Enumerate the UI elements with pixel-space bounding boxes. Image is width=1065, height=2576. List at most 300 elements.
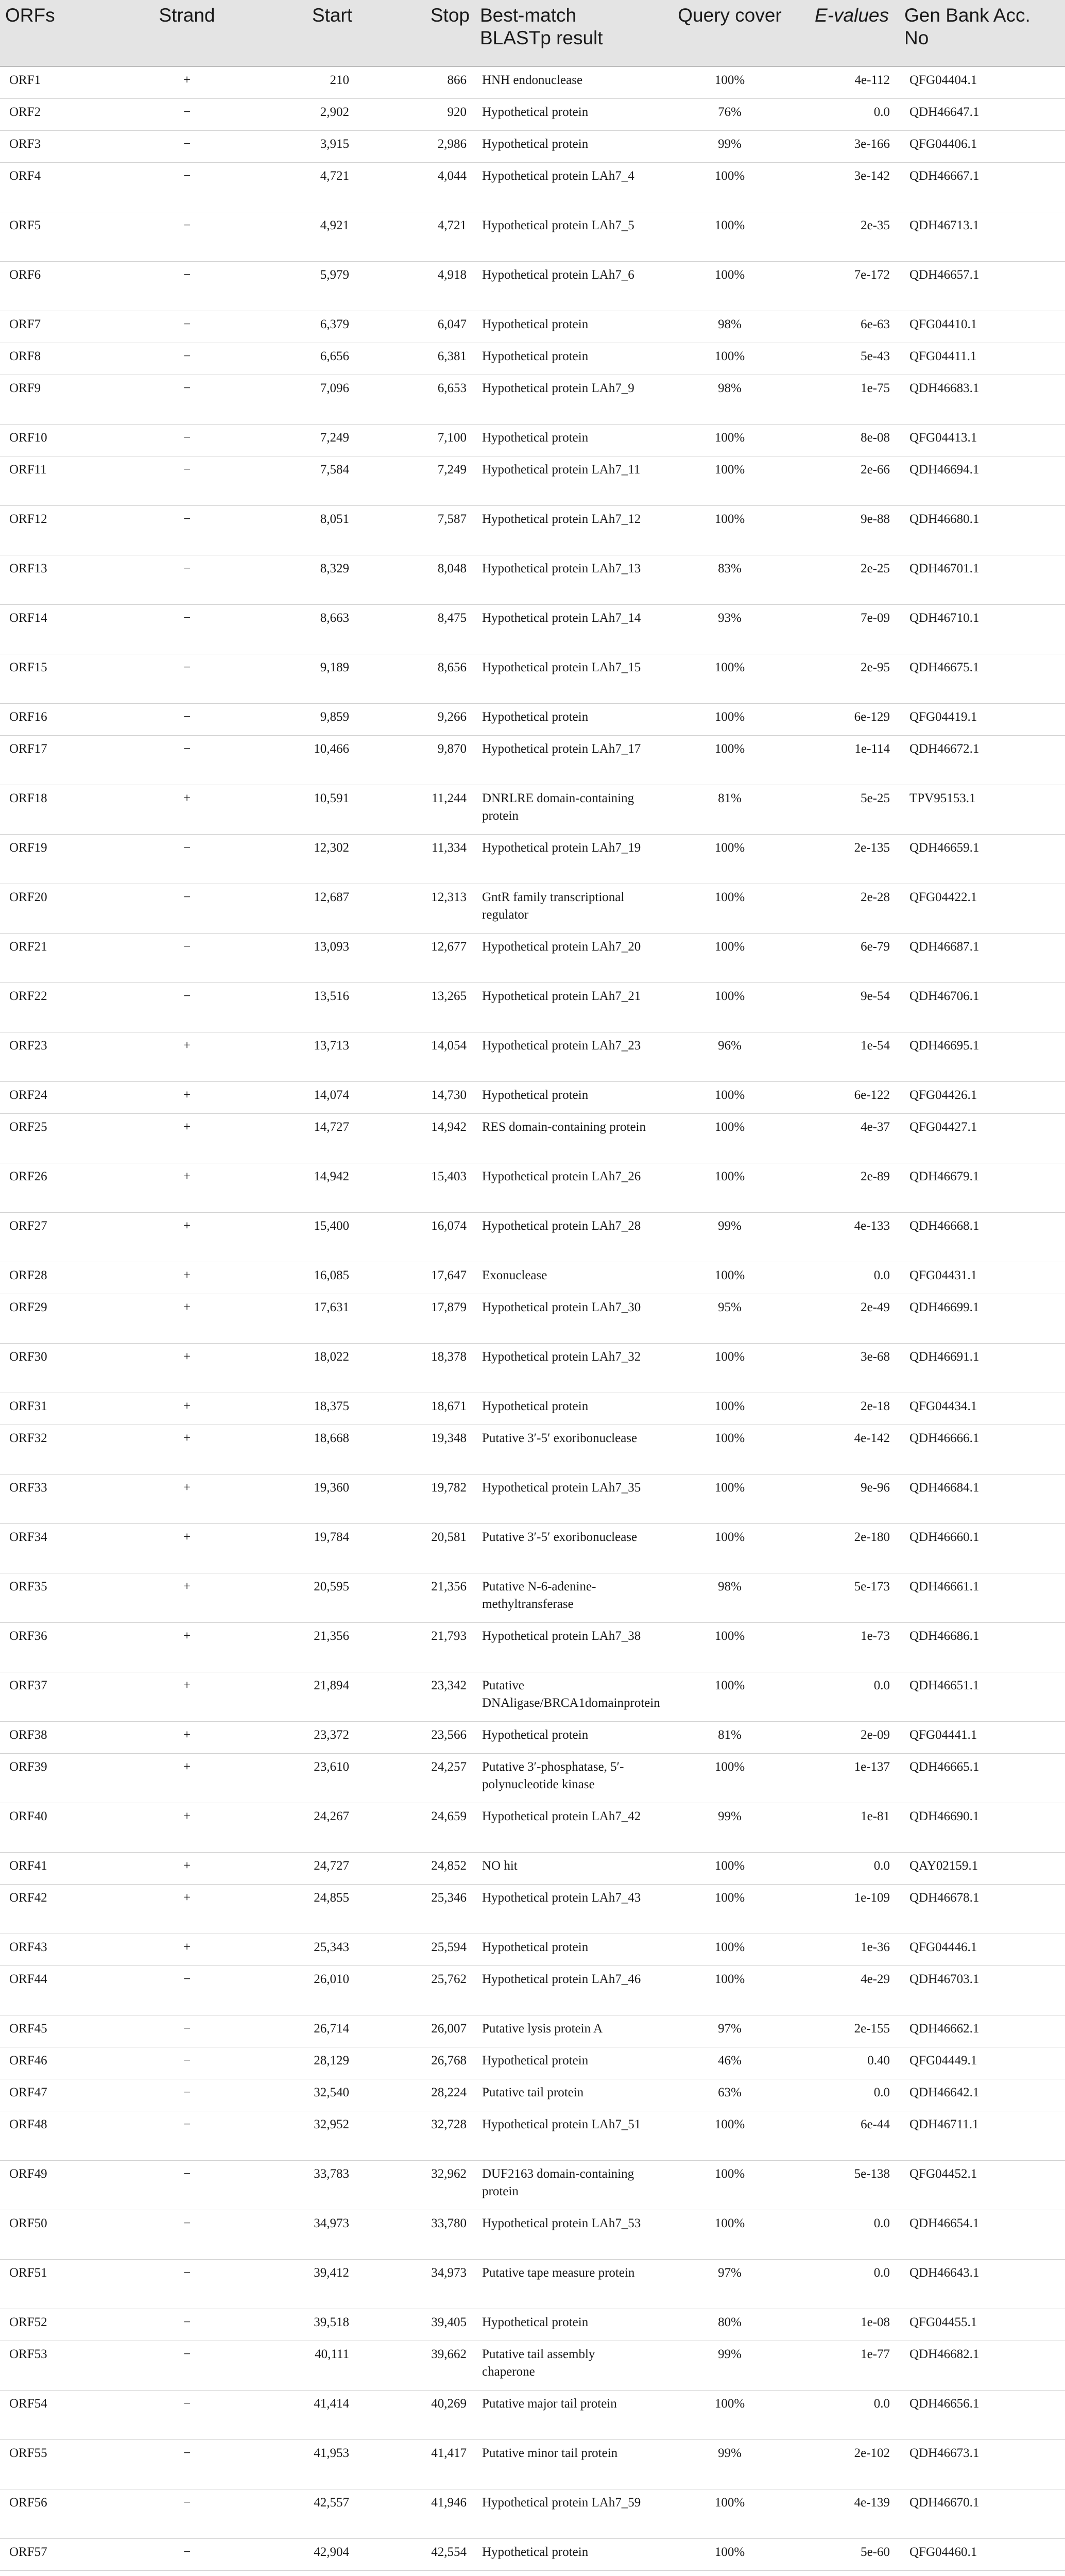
cell-e-value: 1e-73	[804, 1622, 899, 1672]
cell-start: 8,329	[239, 555, 357, 604]
cell-strand: −	[135, 834, 239, 884]
cell-orf: ORF6	[0, 261, 135, 311]
cell-start: 9,189	[239, 654, 357, 703]
cell-blast-result: Hypothetical protein	[475, 98, 655, 130]
cell-e-value: 4e-133	[804, 1212, 899, 1262]
cell-blast-result: Hypothetical protein LAh7_42	[475, 1803, 655, 1852]
cell-blast-result: DNRLRE domain-containing protein	[475, 785, 655, 834]
cell-genbank-acc: QFG04419.1	[899, 703, 1065, 735]
cell-genbank-acc: QDH46684.1	[899, 1474, 1065, 1523]
cell-genbank-acc: QDH46661.1	[899, 1573, 1065, 1622]
cell-strand: −	[135, 375, 239, 424]
table-row	[0, 1343, 1065, 1393]
cell-query-cover: 100%	[655, 2210, 804, 2259]
cell-stop: 24,659	[357, 1803, 475, 1852]
cell-stop: 4,918	[357, 261, 475, 311]
cell-blast-result: Hypothetical protein	[475, 130, 655, 162]
cell-genbank-acc: QFG04452.1	[899, 2160, 1065, 2210]
cell-genbank-acc: QDH46651.1	[899, 1672, 1065, 1721]
cell-orf: ORF52	[0, 2309, 135, 2341]
table-row	[0, 66, 1065, 98]
cell-query-cover: 63%	[655, 2079, 804, 2111]
cell-blast-result: Putative 3′-phosphatase, 5′-polynucleotide kinase	[475, 1753, 655, 1803]
table-row	[0, 933, 1065, 982]
cell-query-cover: 99%	[655, 1212, 804, 1262]
cell-blast-result: Hypothetical protein	[475, 1393, 655, 1425]
cell-orf: ORF28	[0, 1262, 135, 1294]
cell-stop: 18,378	[357, 1343, 475, 1393]
cell-e-value: 2e-18	[804, 1393, 899, 1425]
cell-strand	[135, 2570, 239, 2576]
cell-strand: +	[135, 66, 239, 98]
cell-strand: −	[135, 2047, 239, 2079]
cell-start: 26,714	[239, 2015, 357, 2047]
cell-query-cover: 98%	[655, 1573, 804, 1622]
cell-stop: 13,265	[357, 982, 475, 1032]
cell-strand: −	[135, 2015, 239, 2047]
cell-start: 10,591	[239, 785, 357, 834]
cell-start: 40,111	[239, 2341, 357, 2390]
cell-start: 34,973	[239, 2210, 357, 2259]
cell-genbank-acc: QDH46662.1	[899, 2015, 1065, 2047]
cell-orf: ORF37	[0, 1672, 135, 1721]
cell-orf: ORF14	[0, 604, 135, 654]
cell-e-value: 1e-36	[804, 1934, 899, 1965]
cell-stop: 21,356	[357, 1573, 475, 1622]
cell-e-value: 1e-114	[804, 735, 899, 785]
cell-e-value: 2e-180	[804, 1523, 899, 1573]
cell-e-value: 2e-89	[804, 1163, 899, 1212]
cell-e-value: 3e-166	[804, 130, 899, 162]
cell-orf: ORF57	[0, 2538, 135, 2570]
cell-strand: +	[135, 1262, 239, 1294]
cell-blast-result: Hypothetical protein LAh7_17	[475, 735, 655, 785]
cell-genbank-acc: QDH46678.1	[899, 1884, 1065, 1934]
cell-stop: 25,762	[357, 1965, 475, 2015]
cell-orf: ORF8	[0, 343, 135, 375]
cell-e-value: 2e-155	[804, 2015, 899, 2047]
cell-orf: ORF43	[0, 1934, 135, 1965]
cell-start: 21,894	[239, 1672, 357, 1721]
table-row	[0, 1884, 1065, 1934]
cell-e-value: 3e-142	[804, 162, 899, 212]
cell-orf: ORF9	[0, 375, 135, 424]
cell-stop: 920	[357, 98, 475, 130]
cell-query-cover: 76%	[655, 98, 804, 130]
cell-e-value: 6e-122	[804, 1081, 899, 1113]
cell-e-value: 6e-79	[804, 933, 899, 982]
cell-genbank-acc: QFG04426.1	[899, 1081, 1065, 1113]
table-row	[0, 2079, 1065, 2111]
cell-start: 2,902	[239, 98, 357, 130]
cell-strand: −	[135, 505, 239, 555]
cell-strand: +	[135, 1884, 239, 1934]
cell-orf: ORF22	[0, 982, 135, 1032]
cell-orf: ORF35	[0, 1573, 135, 1622]
cell-blast-result: Hypothetical protein	[475, 1934, 655, 1965]
cell-e-value: 5e-138	[804, 2160, 899, 2210]
cell-strand: −	[135, 424, 239, 456]
cell-start: 10,466	[239, 735, 357, 785]
cell-query-cover: 100%	[655, 2160, 804, 2210]
cell-stop: 26,007	[357, 2015, 475, 2047]
cell-start: 19,784	[239, 1523, 357, 1573]
cell-genbank-acc: QDH46667.1	[899, 162, 1065, 212]
cell-e-value: 0.0	[804, 1672, 899, 1721]
cell-strand: +	[135, 1753, 239, 1803]
table-row	[0, 375, 1065, 424]
cell-query-cover: 100%	[655, 1753, 804, 1803]
cell-stop: 14,730	[357, 1081, 475, 1113]
cell-genbank-acc: QDH46670.1	[899, 2489, 1065, 2538]
cell-genbank-acc: QFG04410.1	[899, 311, 1065, 343]
cell-e-value: 5e-25	[804, 785, 899, 834]
cell-strand: +	[135, 1393, 239, 1425]
cell-query-cover: 97%	[655, 2259, 804, 2309]
table-row	[0, 654, 1065, 703]
cell-genbank-acc: QDH46673.1	[899, 2439, 1065, 2489]
cell-strand: −	[135, 2390, 239, 2439]
cell-e-value: 2e-09	[804, 1721, 899, 1753]
cell-query-cover: 100%	[655, 1163, 804, 1212]
cell-start: 13,516	[239, 982, 357, 1032]
cell-blast-result: RES domain-containing protein	[475, 1113, 655, 1163]
cell-orf: ORF26	[0, 1163, 135, 1212]
cell-query-cover: 100%	[655, 2390, 804, 2439]
cell-blast-result: Putative minor tail protein	[475, 2439, 655, 2489]
cell-strand: −	[135, 2259, 239, 2309]
cell-start: 14,727	[239, 1113, 357, 1163]
cell-blast-result: Hypothetical protein	[475, 2309, 655, 2341]
cell-start: 32,540	[239, 2079, 357, 2111]
cell-blast-result: Hypothetical protein LAh7_11	[475, 456, 655, 505]
cell-start: 18,375	[239, 1393, 357, 1425]
cell-query-cover: 100%	[655, 1934, 804, 1965]
cell-stop: 6,653	[357, 375, 475, 424]
table-row	[0, 2111, 1065, 2160]
cell-genbank-acc: QFG04406.1	[899, 130, 1065, 162]
table-row	[0, 1081, 1065, 1113]
cell-blast-result: Hypothetical protein LAh7_6	[475, 261, 655, 311]
cell-blast-result: Putative major tail protein	[475, 2390, 655, 2439]
cell-genbank-acc: QDH46643.1	[899, 2259, 1065, 2309]
cell-orf: ORF17	[0, 735, 135, 785]
cell-genbank-acc: QDH46694.1	[899, 456, 1065, 505]
cell-blast-result: Hypothetical protein LAh7_26	[475, 1163, 655, 1212]
cell-query-cover: 46%	[655, 2047, 804, 2079]
cell-blast-result: Hypothetical protein LAh7_20	[475, 933, 655, 982]
table-row	[0, 130, 1065, 162]
cell-stop: 33,780	[357, 2210, 475, 2259]
cell-stop	[357, 2570, 475, 2576]
cell-start: 42,557	[239, 2489, 357, 2538]
cell-orf: ORF38	[0, 1721, 135, 1753]
cell-strand: +	[135, 1032, 239, 1081]
table-row	[0, 735, 1065, 785]
cell-genbank-acc: QDH46675.1	[899, 654, 1065, 703]
cell-genbank-acc: QDH46647.1	[899, 98, 1065, 130]
cell-genbank-acc: QFG04427.1	[899, 1113, 1065, 1163]
cell-orf: ORF24	[0, 1081, 135, 1113]
cell-start: 6,379	[239, 311, 357, 343]
cell-genbank-acc: TPV95153.1	[899, 785, 1065, 834]
cell-strand: −	[135, 2538, 239, 2570]
cell-e-value: 1e-137	[804, 1753, 899, 1803]
table-row	[0, 505, 1065, 555]
cell-orf: ORF21	[0, 933, 135, 982]
cell-orf: ORF32	[0, 1425, 135, 1474]
cell-orf: ORF27	[0, 1212, 135, 1262]
cell-strand: −	[135, 735, 239, 785]
cell-blast-result: HNH endonuclease	[475, 66, 655, 98]
table-row	[0, 1393, 1065, 1425]
cell-start: 24,727	[239, 1852, 357, 1884]
cell-stop: 28,224	[357, 2079, 475, 2111]
cell-start: 6,656	[239, 343, 357, 375]
table-row	[0, 703, 1065, 735]
cell-orf: ORF50	[0, 2210, 135, 2259]
cell-stop: 25,594	[357, 1934, 475, 1965]
cell-genbank-acc: QDH46690.1	[899, 1803, 1065, 1852]
cell-strand: +	[135, 1803, 239, 1852]
cell-start: 19,360	[239, 1474, 357, 1523]
cell-strand: −	[135, 261, 239, 311]
cell-strand: +	[135, 1294, 239, 1343]
cell-query-cover	[655, 2570, 804, 2576]
cell-stop: 24,852	[357, 1852, 475, 1884]
header-e-values-text: E-values	[815, 5, 889, 26]
cell-blast-result: Putative 3′-5′ exoribonuclease	[475, 1523, 655, 1573]
cell-query-cover: 96%	[655, 1032, 804, 1081]
cell-strand: −	[135, 2309, 239, 2341]
cell-orf: ORF11	[0, 456, 135, 505]
table-row	[0, 1672, 1065, 1721]
cell-stop: 41,946	[357, 2489, 475, 2538]
cell-strand: +	[135, 1573, 239, 1622]
table-row	[0, 1294, 1065, 1343]
cell-orf: ORF2	[0, 98, 135, 130]
table-row	[0, 1753, 1065, 1803]
cell-stop: 19,782	[357, 1474, 475, 1523]
cell-strand: +	[135, 1425, 239, 1474]
cell-start: 41,953	[239, 2439, 357, 2489]
cell-e-value: 5e-60	[804, 2538, 899, 2570]
cell-e-value: 0.40	[804, 2047, 899, 2079]
cell-orf: ORF29	[0, 1294, 135, 1343]
cell-blast-result: Hypothetical protein LAh7_46	[475, 1965, 655, 2015]
cell-start: 210	[239, 66, 357, 98]
cell-genbank-acc: QAY02159.1	[899, 1852, 1065, 1884]
cell-strand: −	[135, 2341, 239, 2390]
cell-query-cover: 100%	[655, 1474, 804, 1523]
cell-stop: 15,403	[357, 1163, 475, 1212]
cell-orf: ORF25	[0, 1113, 135, 1163]
cell-genbank-acc: QDH46682.1	[899, 2341, 1065, 2390]
cell-query-cover: 100%	[655, 2111, 804, 2160]
cell-blast-result: Putative tail protein	[475, 2079, 655, 2111]
cell-start	[239, 2570, 357, 2576]
cell-stop: 7,249	[357, 456, 475, 505]
cell-e-value: 2e-95	[804, 654, 899, 703]
cell-strand: −	[135, 343, 239, 375]
cell-orf: ORF39	[0, 1753, 135, 1803]
cell-query-cover: 100%	[655, 1622, 804, 1672]
cell-strand: +	[135, 1934, 239, 1965]
cell-query-cover: 100%	[655, 1523, 804, 1573]
cell-blast-result: Hypothetical protein LAh7_19	[475, 834, 655, 884]
cell-orf: ORF54	[0, 2390, 135, 2439]
cell-stop: 16,074	[357, 1212, 475, 1262]
cell-stop: 40,269	[357, 2390, 475, 2439]
cell-stop: 11,334	[357, 834, 475, 884]
cell-orf: ORF31	[0, 1393, 135, 1425]
cell-blast-result: Hypothetical protein	[475, 343, 655, 375]
cell-genbank-acc: QDH46695.1	[899, 1032, 1065, 1081]
cell-strand: −	[135, 2489, 239, 2538]
cell-stop: 20,581	[357, 1523, 475, 1573]
cell-start: 24,267	[239, 1803, 357, 1852]
cell-blast-result: Hypothetical protein LAh7_43	[475, 1884, 655, 1934]
cell-e-value: 1e-81	[804, 1803, 899, 1852]
cell-start: 18,668	[239, 1425, 357, 1474]
cell-genbank-acc: QFG04404.1	[899, 66, 1065, 98]
cell-query-cover: 100%	[655, 1113, 804, 1163]
cell-blast-result: Hypothetical protein LAh7_59	[475, 2489, 655, 2538]
cell-strand: −	[135, 703, 239, 735]
cell-blast-result: Hypothetical protein LAh7_9	[475, 375, 655, 424]
cell-start: 4,921	[239, 212, 357, 261]
cell-orf: ORF41	[0, 1852, 135, 1884]
cell-start: 39,518	[239, 2309, 357, 2341]
cell-e-value: 2e-35	[804, 212, 899, 261]
cell-stop: 23,342	[357, 1672, 475, 1721]
cell-e-value: 0.0	[804, 2390, 899, 2439]
table-row	[0, 785, 1065, 834]
cell-genbank-acc: QDH46687.1	[899, 933, 1065, 982]
cell-e-value: 2e-25	[804, 555, 899, 604]
cell-blast-result: Hypothetical protein LAh7_14	[475, 604, 655, 654]
cell-blast-result: Putative tape measure protein	[475, 2259, 655, 2309]
cell-strand: +	[135, 1163, 239, 1212]
cell-stop: 8,656	[357, 654, 475, 703]
cell-genbank-acc: QFG04413.1	[899, 424, 1065, 456]
cell-e-value: 2e-135	[804, 834, 899, 884]
cell-e-value: 1e-75	[804, 375, 899, 424]
cell-query-cover: 100%	[655, 424, 804, 456]
table-row	[0, 2489, 1065, 2538]
table-row	[0, 98, 1065, 130]
cell-strand: +	[135, 1081, 239, 1113]
cell-orf: ORF53	[0, 2341, 135, 2390]
table-row	[0, 2160, 1065, 2210]
cell-genbank-acc: QFG04431.1	[899, 1262, 1065, 1294]
cell-query-cover: 100%	[655, 982, 804, 1032]
cell-stop: 17,879	[357, 1294, 475, 1343]
cell-blast-result: Hypothetical protein	[475, 311, 655, 343]
cell-blast-result: Hypothetical protein	[475, 1081, 655, 1113]
cell-start: 41,414	[239, 2390, 357, 2439]
cell-stop: 39,405	[357, 2309, 475, 2341]
cell-e-value: 8e-08	[804, 424, 899, 456]
table-row	[0, 1212, 1065, 1262]
cell-strand: −	[135, 1965, 239, 2015]
cell-query-cover: 100%	[655, 343, 804, 375]
cell-e-value: 9e-88	[804, 505, 899, 555]
cell-start: 4,721	[239, 162, 357, 212]
cell-e-value: 2e-102	[804, 2439, 899, 2489]
cell-strand: +	[135, 1721, 239, 1753]
cell-start: 23,372	[239, 1721, 357, 1753]
table-row	[0, 1523, 1065, 1573]
cell-genbank-acc: QDH46713.1	[899, 212, 1065, 261]
table-row	[0, 311, 1065, 343]
cell-orf: ORF23	[0, 1032, 135, 1081]
table-row	[0, 1113, 1065, 1163]
cell-query-cover: 99%	[655, 130, 804, 162]
cell-start: 3,915	[239, 130, 357, 162]
cell-strand: −	[135, 604, 239, 654]
cell-e-value: 5e-173	[804, 1573, 899, 1622]
cell-blast-result: Putative lysis protein A	[475, 2015, 655, 2047]
cell-query-cover: 100%	[655, 212, 804, 261]
cell-stop: 14,054	[357, 1032, 475, 1081]
cell-query-cover: 98%	[655, 311, 804, 343]
cell-orf: ORF44	[0, 1965, 135, 2015]
cell-e-value: 0.0	[804, 2259, 899, 2309]
cell-query-cover: 99%	[655, 2341, 804, 2390]
table-body	[0, 66, 1065, 2576]
cell-start: 32,952	[239, 2111, 357, 2160]
table-row	[0, 456, 1065, 505]
cell-strand: +	[135, 1622, 239, 1672]
cell-query-cover: 100%	[655, 1343, 804, 1393]
cell-strand: +	[135, 1474, 239, 1523]
cell-blast-result: Hypothetical protein LAh7_53	[475, 2210, 655, 2259]
cell-orf: ORF47	[0, 2079, 135, 2111]
cell-e-value: 4e-142	[804, 1425, 899, 1474]
cell-start: 24,855	[239, 1884, 357, 1934]
table-row	[0, 604, 1065, 654]
cell-blast-result: Hypothetical protein LAh7_21	[475, 982, 655, 1032]
cell-start: 7,096	[239, 375, 357, 424]
cell-e-value: 0.0	[804, 2079, 899, 2111]
cell-genbank-acc: QDH46701.1	[899, 555, 1065, 604]
cell-strand: −	[135, 2111, 239, 2160]
cell-stop: 6,381	[357, 343, 475, 375]
cell-stop: 8,048	[357, 555, 475, 604]
cell-start: 14,074	[239, 1081, 357, 1113]
cell-genbank-acc: QFG04455.1	[899, 2309, 1065, 2341]
cell-genbank-acc: QDH46642.1	[899, 2079, 1065, 2111]
header-genbank-acc: Gen Bank Acc. No	[899, 0, 1065, 66]
cell-stop: 12,313	[357, 884, 475, 933]
cell-stop: 7,587	[357, 505, 475, 555]
cell-e-value: 6e-44	[804, 2111, 899, 2160]
cell-strand: −	[135, 2160, 239, 2210]
cell-query-cover: 100%	[655, 654, 804, 703]
cell-stop: 4,044	[357, 162, 475, 212]
cell-e-value: 0.0	[804, 1262, 899, 1294]
cell-orf: ORF20	[0, 884, 135, 933]
cell-blast-result: Hypothetical protein LAh7_28	[475, 1212, 655, 1262]
cell-stop: 7,100	[357, 424, 475, 456]
cell-query-cover: 100%	[655, 1965, 804, 2015]
cell-start: 28,129	[239, 2047, 357, 2079]
cell-start: 15,400	[239, 1212, 357, 1262]
table-row	[0, 1622, 1065, 1672]
table-row	[0, 884, 1065, 933]
header-row	[0, 0, 1065, 66]
